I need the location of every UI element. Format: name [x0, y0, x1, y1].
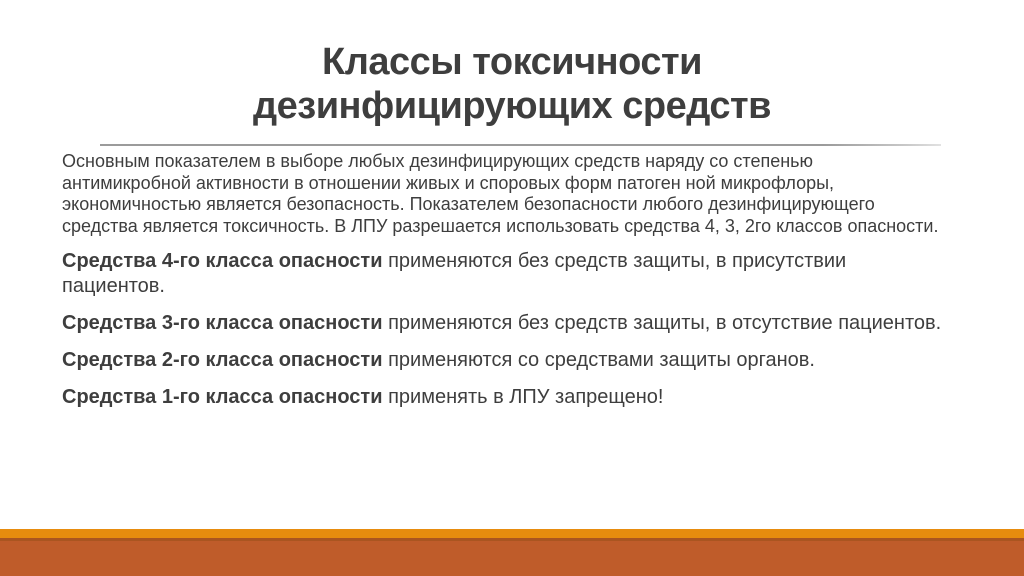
- class-1-paragraph: [62, 385, 942, 410]
- footer-accent-bar: [0, 529, 1024, 576]
- class-1-rest: применять в ЛПУ запрещено!: [382, 386, 664, 408]
- footer-rust-bar: [0, 541, 1024, 576]
- class-2-paragraph: [62, 348, 942, 373]
- slide-title-line-1: Классы токсичности: [322, 41, 702, 83]
- class-3-lead: Средства 3-го класса опасности: [62, 312, 383, 334]
- class-4-paragraph: [62, 249, 942, 299]
- class-2-rest: применяются со средствами защиты органов.: [382, 349, 815, 371]
- class-3-rest: применяются без средств защиты, в отсутствие пациентов.: [382, 312, 942, 334]
- slide-title-line-2: дезинфицирующих средств: [253, 85, 771, 127]
- class-4-lead: Средства 4-го класса опасности: [62, 250, 383, 272]
- class-4-rest: применяются без средств защиты, в присутствии пациентов.: [62, 250, 847, 297]
- class-1-lead: Средства 1-го класса опасности: [62, 386, 383, 408]
- intro-paragraph: Основным показателем в выборе любых дезинфицирующих средств наряду со степенью антимикробной активности в отношении живых и споровых форм патоген ной микрофлоры, экономичностью является безопасность. Показателем безопасности любого дезинфицирующего средства является токсичность. В ЛПУ разрешается использовать средства 4, 3, 2го классов опасности.: [62, 151, 939, 236]
- slide-title: [62, 40, 962, 128]
- footer-orange-stripe: [0, 529, 1024, 538]
- class-3-paragraph: [62, 311, 942, 336]
- title-underline-rule: [100, 144, 941, 146]
- class-2-lead: Средства 2-го класса опасности: [62, 349, 383, 371]
- slide-body: [62, 151, 942, 410]
